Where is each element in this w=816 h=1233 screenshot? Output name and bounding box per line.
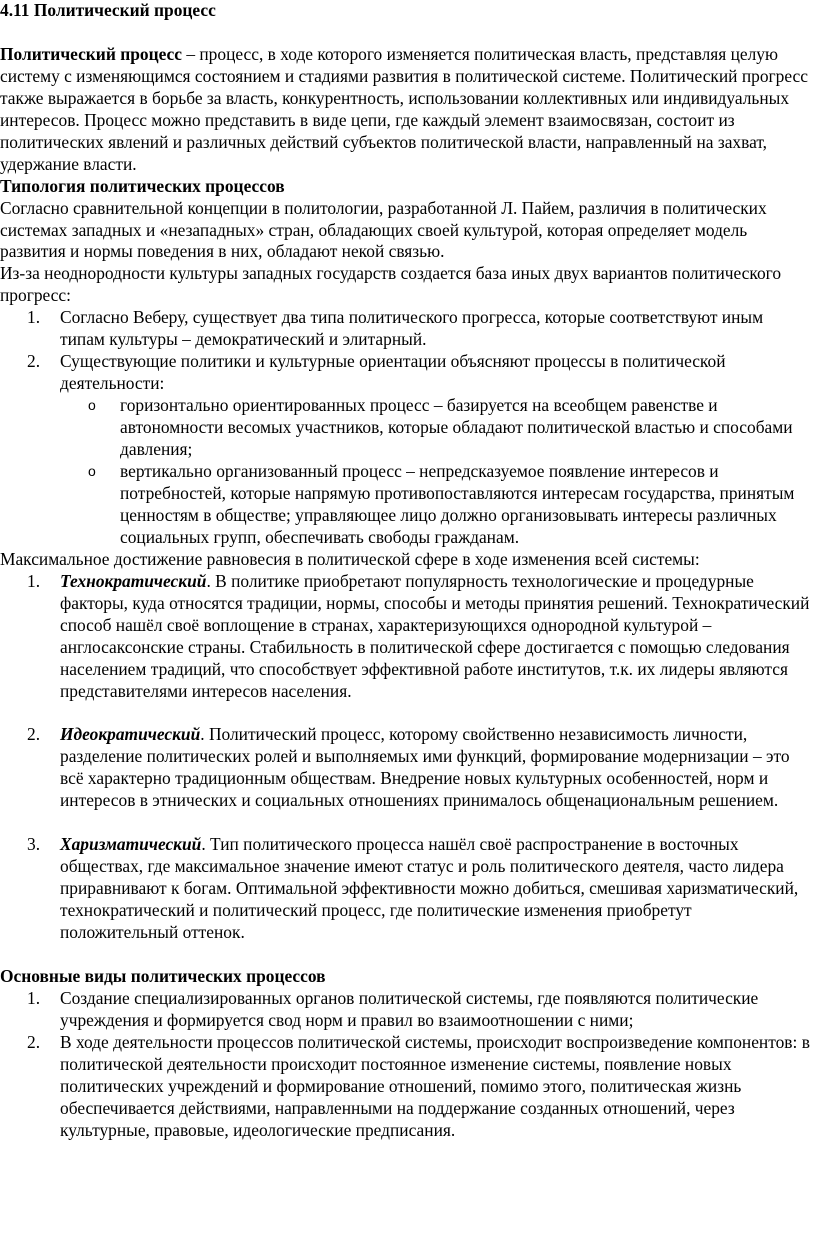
list-item	[0, 307, 816, 351]
sub-list-item-text: вертикально организованный процесс – непредсказуемое появление интересов и потребностей, которые напрямую противопоставляются интересам государства, принятым ценностям в обществе; управляющее лицо должно организовывать интересы различных социальных групп, обеспечивать свободы гражданам.	[120, 461, 795, 547]
main-types-list	[0, 988, 816, 1142]
list-item	[0, 988, 816, 1032]
list-number: 1.	[27, 307, 41, 328]
list-item-text: Существующие политики и культурные ориентации объясняют процессы в политической деятельности:	[60, 351, 726, 394]
intro-term: Политический процесс	[0, 43, 182, 64]
type-name: Идеократический	[60, 724, 201, 745]
type-description: . В политике приобретают популярность технологические и процедурные факторы, куда относятся традиции, нормы, способы и методы принятия решений. Технократический способ нашёл своё воплощение в странах, характеризующихся однородной культурой – англосаксонские страны. Стабильность в политической сфере достигается с помощью следования населением традиций, что способствует эффективной работе институтов, т.к. их лидеры являются представителями интересов населения.	[60, 570, 810, 701]
type-name: Технократический	[60, 570, 207, 591]
typology-paragraph-3: Максимальное достижение равновесия в политической сфере в ходе изменения всей системы:	[0, 548, 700, 569]
list-item	[0, 834, 816, 944]
list-number: 3.	[27, 834, 41, 855]
typology-paragraph-2: Из-за неоднородности культуры западных государств создается база иных двух вариантов политического прогресс:	[0, 263, 782, 306]
list-item	[0, 571, 816, 703]
spacer	[0, 22, 816, 44]
type-description: . Тип политического процесса нашёл своё распространение в восточных обществах, где максимальное значение имеют статус и роль политического деятеля, часто лидера приравнивают к богам. Оптимальной эффективности можно добиться, смешивая харизматический, технократический и политический процесс, где политические изменения приобретут положительный оттенок.	[60, 834, 799, 943]
section-title: 4.11 Политический процесс	[0, 0, 216, 20]
type-description: . Политический процесс, которому свойственно независимость личности, разделение политических ролей и выполняемых ими функций, формирование модернизации – это всё характерно традиционным обществам. Внедрение новых культурных особенностей, норм и интересов в этнических и социальных отношениях принималось общенациональным решением.	[60, 724, 790, 811]
intro-paragraph	[0, 44, 816, 176]
list-number: 2.	[27, 351, 41, 372]
list-item-text: Согласно Веберу, существует два типа политического прогресса, которые соответствуют иным типам культуры – демократический и элитарный.	[60, 307, 764, 350]
list-item	[0, 724, 816, 812]
list-number: 1.	[27, 987, 41, 1008]
list-number: 2.	[27, 724, 41, 745]
list-number: 1.	[27, 570, 41, 591]
spacer	[0, 812, 816, 834]
spacer	[0, 944, 816, 966]
sub-list	[0, 395, 816, 549]
spacer	[0, 702, 816, 724]
process-types-list	[0, 571, 816, 944]
type-name: Харизматический	[60, 834, 202, 855]
typology-heading: Типология политических процессов	[0, 175, 285, 196]
typology-paragraph-1: Согласно сравнительной концепции в политологии, разработанной Л. Пайем, различия в политических системах западных и «незападных» стран, обладающих своей культурой, которая определяет модель развития и нормы поведения в них, обладают некой связью.	[0, 197, 767, 262]
list-item-text: Создание специализированных органов политической системы, где появляются политические учреждения и формируется свод норм и правил во взаимоотношении с ними;	[60, 987, 759, 1030]
sub-list-item	[0, 461, 816, 549]
sub-list-item-text: горизонтально ориентированных процесс – базируется на всеобщем равенстве и автономности весомых участников, которые обладают политической властью и способами давления;	[120, 395, 793, 460]
list-item	[0, 1032, 816, 1142]
typology-list	[0, 307, 816, 395]
sub-list-item	[0, 395, 816, 461]
list-item	[0, 351, 816, 395]
intro-text: – процесс, в ходе которого изменяется политическая власть, представляя целую систему с изменяющимся состоянием и стадиями развития в политической системе. Политический прогресс также выражается в борьбе за власть, конкурентность, использовании коллективных или индивидуальных интересов. Процесс можно представить в виде цепи, где каждый элемент взаимосвязан, состоит из политических явлений и различных действий субъектов политической власти, направленный на захват, удержание власти.	[0, 43, 808, 174]
list-number: 2.	[27, 1031, 41, 1052]
main-types-heading: Основные виды политических процессов	[0, 966, 326, 986]
bullet-marker: o	[88, 463, 96, 479]
list-item-text: В ходе деятельности процессов политической системы, происходит воспроизведение компонентов: в политической деятельности происходит постоянное изменение системы, появление новых политических учреждений и формирование отношений, помимо этого, политическая жизнь обеспечивается действиями, направленными на поддержание созданных отношений, через культурные, правовые, идеологические предписания.	[60, 1031, 810, 1140]
bullet-marker: o	[88, 397, 96, 414]
